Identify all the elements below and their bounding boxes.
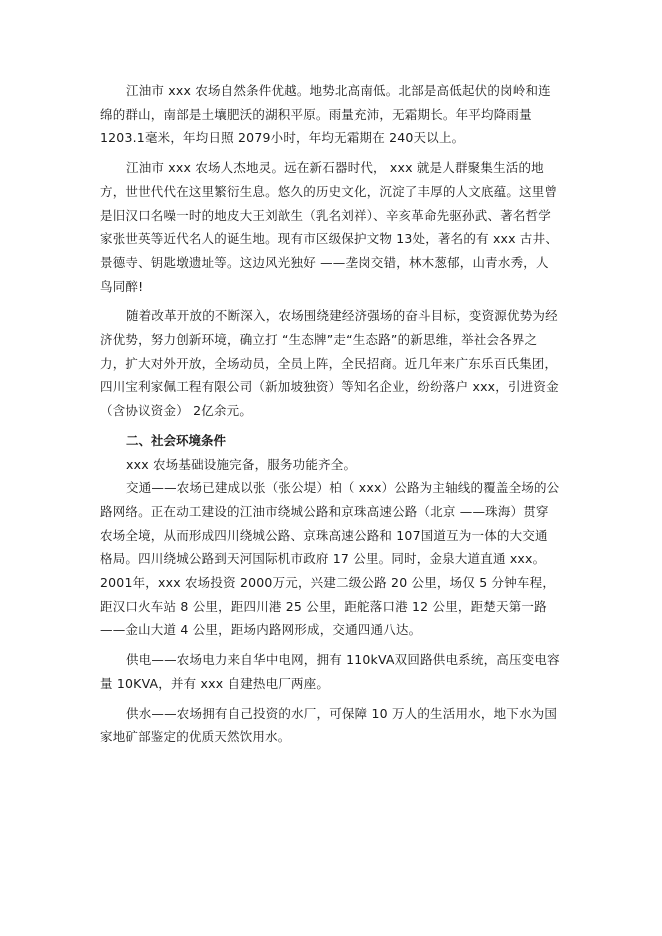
paragraph-infrastructure-summary: xxx 农场基础设施完备，服务功能齐全。 <box>126 456 357 472</box>
section-heading: 二、社会环境条件 <box>126 432 227 448</box>
paragraph-natural-conditions: 江油市 xxx 农场自然条件优越。地势北高南低。北部是高低起伏的岗岭和连绵的群山，南部是土壤肥沃的湖积平原。雨量充沛，无霜期长。年平均降雨量 1203.1毫米，年均日照 2079小时，年均无霜期在 240天以上。 <box>100 83 551 146</box>
paragraph-transportation: 交通——农场已建成以张（张公堤）柏（ xxx）公路为主轴线的覆盖全场的公路网络。正在动工建设的江油市绕城公路和京珠高速公路（北京 ——珠海）贯穿农场全境，从而形成四川绕城公路、京珠高速公路和 107国道互为一体的大交通格局。四川绕城公路到天河国际机市政府 17 公里。同时，金泉大道直通 xxx。2001年，xxx 农场投资 2000万元，兴建二级公路 20 公里，场仅 5 分钟车程，距汉口火车站 8 公里，距四川港 25 公里，距舵落口港 12 公里，距楚天第一路——金山大道 4 公里，距场内路网形成，交通四通八达。 <box>100 480 560 638</box>
document-body <box>100 79 560 749</box>
paragraph-history-culture: 江油市 xxx 农场人杰地灵。远在新石器时代， xxx 就是人群聚集生活的地方，世世代代在这里繁衍生息。悠久的历史文化，沉淀了丰厚的人文底蕴。这里曾是旧汉口名噪一时的地皮大王刘歆生（乳名刘祥）、辛亥革命先驱孙武、著名哲学家张世英等近代名人的诞生地。现有市区级保护文物 13处，著名的有 xxx 古井、景德寺、钥匙墩遗址等。这边风光独好 ——垄岗交错，林木葱郁，山青水秀，人鸟同醉! <box>100 160 559 294</box>
paragraph-power-supply: 供电——农场电力来自华中电网，拥有 110kVA双回路供电系统，高压变电容量 10KVA，并有 xxx 自建热电厂两座。 <box>100 652 560 691</box>
paragraph-water-supply: 供水——农场拥有自己投资的水厂，可保障 10 万人的生活用水，地下水为国家地矿部鉴定的优质天然饮用水。 <box>100 705 558 745</box>
paragraph-reform-investment: 随着改革开放的不断深入，农场围绕建经济强场的奋斗目标，变资源优势为经济优势，努力创新环境，确立打 “生态牌”走“生态路”的新思维，举社会各界之力，扩大对外开放，全场动员，全员上阵，全民招商。近几年来广东乐百氏集团，四川宝利家佩工程有限公司（新加坡独资）等知名企业，纷纷落户 xxx，引进资金（含协议资金） 2亿余元。 <box>100 308 559 419</box>
